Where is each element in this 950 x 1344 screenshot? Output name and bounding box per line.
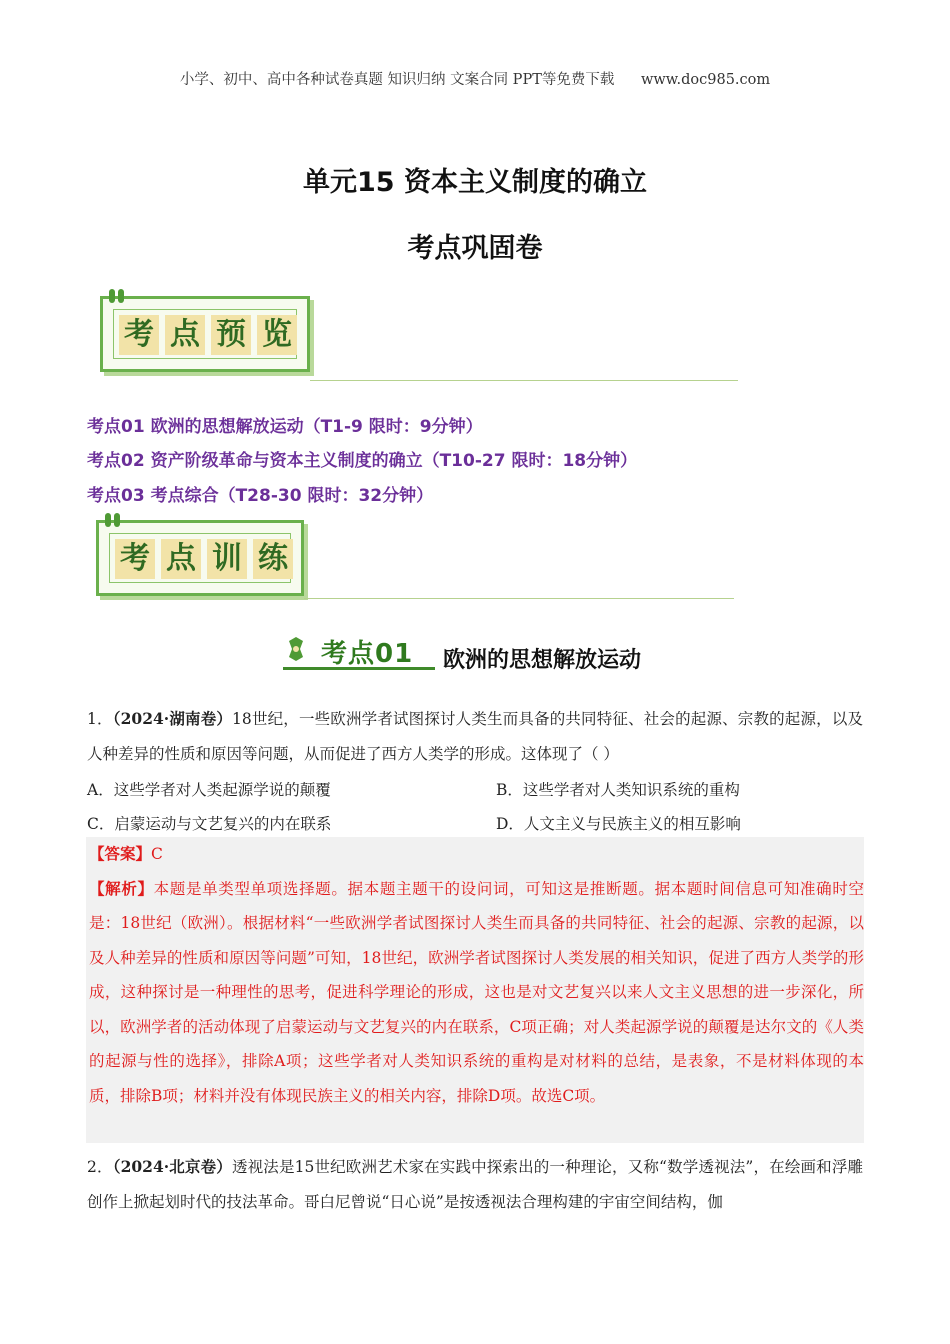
option-c[interactable]: C．启蒙运动与文艺复兴的内在联系: [87, 815, 332, 833]
question-source: （2024·北京卷）: [112, 1157, 232, 1176]
paper-subtitle: 考点巩固卷: [407, 233, 543, 264]
divider: [304, 598, 734, 599]
analysis: [86, 872, 864, 1114]
option-b[interactable]: B．这些学者对人类知识系统的重构: [496, 781, 740, 799]
header-url[interactable]: www.doc985.com: [640, 72, 771, 88]
answer-line: [86, 837, 864, 872]
answer-box: [86, 837, 864, 1143]
preview-banner-label: 考 点 预 览: [119, 315, 297, 355]
question-number: 2．: [87, 1158, 113, 1176]
toc-item-02: 考点02 资产阶级革命与资本主义制度的确立（T10-27 限时：18分钟）: [87, 451, 638, 471]
question-2: [87, 1150, 863, 1219]
option-d[interactable]: D．人文主义与民族主义的相互影响: [496, 815, 741, 833]
analysis-tag: 【解析】: [89, 878, 154, 898]
training-banner: [96, 520, 304, 596]
unit-title: 单元15 资本主义制度的确立: [303, 167, 647, 198]
preview-banner: [100, 296, 310, 372]
option-a[interactable]: A．这些学者对人类起源学说的颠覆: [87, 781, 331, 799]
page-header: [0, 68, 950, 89]
binder-rings-icon: [105, 513, 120, 527]
toc-item-01: 考点01 欧洲的思想解放运动（T1-9 限时：9分钟）: [87, 417, 483, 437]
question-stem: 18世纪，一些欧洲学者试图探讨人类生而具备的共同特征、社会的起源、宗教的起源，以及人种差异的性质和原因等问题，从而促进了西方人类学的形成。这体现了（ ）: [87, 710, 863, 763]
analysis-text: 本题是单类型单项选择题。据本题主题干的设问词，可知这是推断题。据本题时间信息可知准确时空是：18世纪（欧洲）。根据材料“一些欧洲学者试图探讨人类生而具备的共同特征、社会的起源、宗教的起源，以及人种差异的性质和原因等问题”可知，18世纪，欧洲学者试图探讨人类发展的相关知识，促进了西方人类学的形成，这种探讨是一种理性的思考，促进科学理论的形成，这也是对文艺复兴以来人文主义思想的进一步深化，所以，欧洲学者的活动体现了启蒙运动与文艺复兴的内在联系，C项正确；对人类起源学说的颠覆是达尔文的《人类的起源与性的选择》，排除A项；这些学者对人类知识系统的重构是对材料的总结，是表象，不是材料体现的本质，排除B项；材料并没有体现民族主义的相关内容，排除D项。故选C项。: [89, 879, 864, 1105]
training-banner-label: 考 点 训 练: [115, 539, 293, 579]
answer-tag: 【答案】: [89, 844, 152, 863]
question-number: 1．: [87, 710, 113, 728]
question-1: [87, 702, 863, 771]
section-tag-label: 考点01: [321, 639, 414, 669]
question-stem: 透视法是15世纪欧洲艺术家在实践中探索出的一种理论，又称“数学透视法”，在绘画和浮雕创作上掀起划时代的技法革命。哥白尼曾说“日心说”是按透视法合理构建的宇宙空间结构，伽: [87, 1158, 863, 1211]
divider: [310, 380, 738, 381]
toc-item-03: 考点03 考点综合（T28-30 限时：32分钟）: [87, 486, 434, 506]
question-source: （2024·湖南卷）: [112, 709, 233, 728]
answer-value: C: [151, 845, 163, 863]
section-tag: [283, 631, 435, 670]
section-title: 欧洲的思想解放运动: [443, 648, 642, 673]
header-text: 小学、初中、高中各种试卷真题 知识归纳 文案合同 PPT等免费下载: [179, 72, 615, 88]
binder-rings-icon: [109, 289, 124, 303]
pin-icon: [285, 637, 307, 661]
